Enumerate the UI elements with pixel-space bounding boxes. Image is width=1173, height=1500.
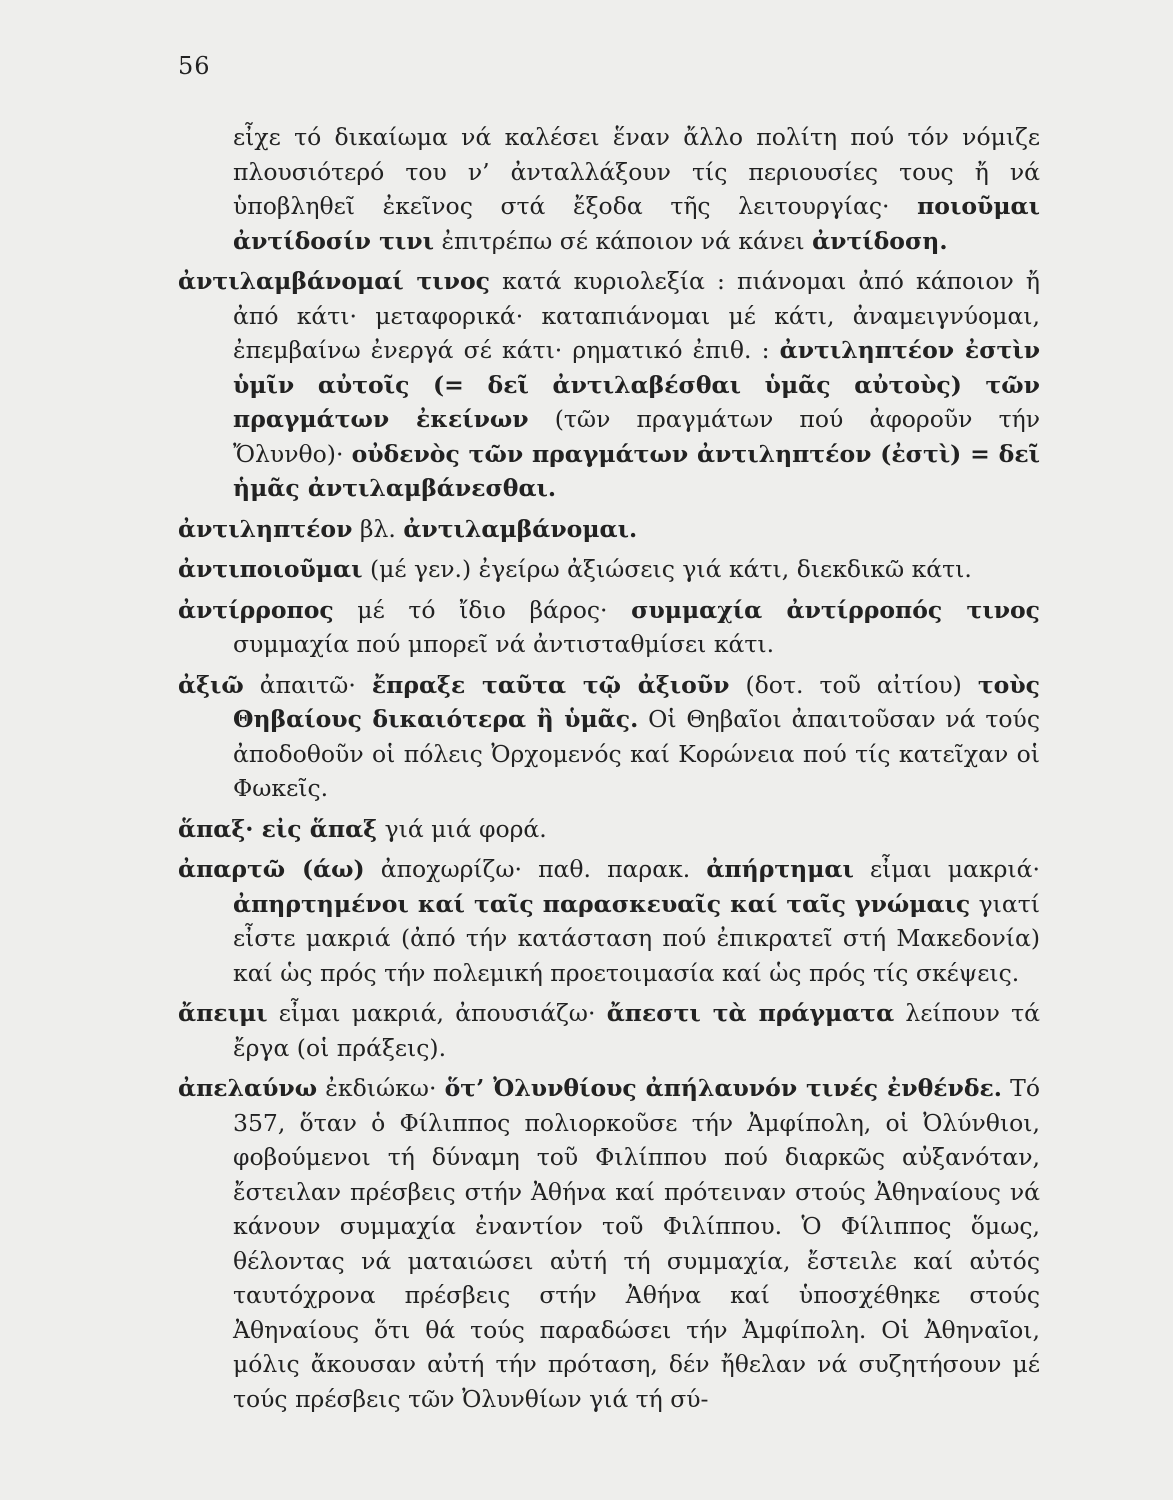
dictionary-entries <box>178 120 1040 1422</box>
dictionary-entry <box>178 996 1040 1065</box>
bold-term: ἀπαρτῶ (άω) <box>178 855 365 883</box>
bold-term: ἀπελαύνω <box>178 1074 318 1102</box>
entry-text: ἀπαιτῶ· <box>243 670 372 699</box>
dictionary-entry <box>178 264 1040 506</box>
entry-text: βλ. <box>352 514 404 543</box>
dictionary-entry <box>178 552 1040 587</box>
bold-term: ἀξιῶ <box>178 670 244 699</box>
bold-term: ἀντιλαμβάνομαί τινος <box>178 267 490 295</box>
entry-text: λείπουν τά ἔργα (οἱ πράξεις). <box>233 999 1040 1062</box>
entry-text: Οἱ Θηβαῖοι ἀπαιτοῦσαν νά τούς ἀποδοθοῦν οἱ πόλεις Ὀρχομενός καί Κορώνεια πού τίς κατεῖχαν οἱ Φωκεῖς. <box>233 705 1040 802</box>
entry-continuation <box>178 120 1040 258</box>
entry-text: εἶχε τό δικαίωμα νά καλέσει ἕναν ἄλλο πολίτη πού τόν νόμιζε πλουσιότερό του ν’ ἀνταλλάξουν τίς περιουσίες τους ἤ νά ὑποβληθεῖ ἐκεῖνος στά ἔξοδα τῆς λειτουργίας· <box>233 123 1040 220</box>
entry-text: ἐκδιώκω· <box>317 1074 445 1102</box>
page-number: 56 <box>178 52 211 80</box>
bold-term: οὐδενὸς τῶν πραγμάτων ἀντιληπτέον (ἐστὶ) = δεῖ ἡμᾶς ἀντιλαμβάνεσθαι. <box>233 439 1041 502</box>
bold-term: ὅτ’ Ὀλυνθίους ἀπήλαυνόν τινές ἐνθένδε. <box>444 1074 1002 1102</box>
bold-term: ἀντιληπτέον ἐστὶν ὑμῖν αὐτοῖς (= δεῖ ἀντιλαβέσθαι ὑμᾶς αὐτοὺς) τῶν πραγμάτων ἐκείνων <box>233 336 1041 433</box>
entry-text: Τό 357, ὅταν ὁ Φίλιππος πολιορκοῦσε τήν Ἀμφίπολη, οἱ Ὀλύνθιοι, φοβούμενοι τή δύναμη τοῦ Φιλίππου πού διαρκῶς αὐξανόταν, ἔστειλαν πρέσβεις στήν Ἀθήνα καί πρότειναν στούς Ἀθηναίους νά κάνουν συμμαχία ἐναντίον τοῦ Φιλίππου. Ὁ Φίλιππος ὅμως, θέλοντας νά ματαιώσει αὐτή τή συμμαχία, ἔστειλε καί αὐτός ταυτόχρονα πρέσβεις στήν Ἀθήνα καί ὑποσχέθηκε στούς Ἀθηναίους ὅτι θά τούς παραδώσει τήν Ἀμφίπολη. Οἱ Ἀθηναῖοι, μόλις ἄκουσαν αὐτή τήν πρόταση, δέν ἤθελαν νά συζητήσουν μέ τούς πρέσβεις τῶν Ὀλυνθίων γιά τή σύ- <box>233 1074 1040 1413</box>
bold-term: συμμαχία ἀντίρροπός τινος <box>631 595 1040 624</box>
entry-text: (τῶν πραγμάτων πού ἀφοροῦν τήν Ὄλυνθο)· <box>233 405 1040 468</box>
entry-text: γιά μιά φορά. <box>377 814 547 843</box>
dictionary-entry <box>178 852 1040 990</box>
dictionary-entry <box>178 668 1040 806</box>
entry-text: ἀποχωρίζω· παθ. παρακ. <box>364 855 707 883</box>
entry-text: ἐπιτρέπω σέ κάποιον νά κάνει <box>433 226 813 255</box>
bold-term: ἀντίρροπος <box>178 595 334 624</box>
entry-text: εἶμαι μακριά· <box>853 855 1040 883</box>
bold-term: ἄπειμι <box>178 999 268 1027</box>
entry-text: (μέ γεν.) ἐγείρω ἀξιώσεις γιά κάτι, διεκδικῶ κάτι. <box>362 555 972 583</box>
bold-term: ποιοῦμαι ἀντίδοσίν τινι <box>233 192 1040 255</box>
entry-text: μέ τό ἴδιο βάρος· <box>333 595 632 624</box>
entry-text: συμμαχία πού μπορεῖ νά ἀντισταθμίσει κάτι. <box>233 630 775 658</box>
bold-term: ἀντιληπτέον <box>178 514 353 543</box>
bold-term: ἔπραξε ταῦτα τῷ ἀξιοῦν <box>371 670 730 699</box>
bold-term: ἀντίδοση. <box>812 226 948 255</box>
bold-term: ἄπεστι τὰ πράγματα <box>606 999 895 1027</box>
dictionary-entry <box>178 1071 1040 1416</box>
entry-text: εἶμαι μακριά, ἀπουσιάζω· <box>267 999 607 1027</box>
dictionary-entry <box>178 593 1040 662</box>
bold-term: ἀντιποιοῦμαι <box>178 555 363 583</box>
entry-text: (δοτ. τοῦ αἰτίου) <box>729 670 978 699</box>
entry-text: γιατί εἶστε μακριά (ἀπό τήν κατάσταση πού ἐπικρατεῖ στή Μακεδονία) καί ὡς πρός τήν πολεμική προετοιμασία καί ὡς πρός τίς σκέψεις. <box>233 889 1040 987</box>
bold-term: ἀπήρτημαι <box>706 855 854 883</box>
bold-term: ἅπαξ· εἰς ἅπαξ <box>178 814 378 843</box>
bold-term: τοὺς Θηβαίους δικαιότερα ἢ ὑμᾶς. <box>233 670 1040 733</box>
dictionary-entry <box>178 512 1040 547</box>
entry-text: κατά κυριολεξία : πιάνομαι ἀπό κάποιον ἤ ἀπό κάτι· μεταφορικά· καταπιάνομαι μέ κάτι, ἀναμειγνύομαι, ἐπεμβαίνω ἐνεργά σέ κάτι· ρηματικό ἐπιθ. : <box>233 267 1040 364</box>
dictionary-entry <box>178 812 1040 847</box>
bold-term: ἀντιλαμβάνομαι. <box>403 514 638 543</box>
bold-term: ἀπηρτημένοι καί ταῖς παρασκευαῖς καί ταῖς γνώμαις <box>233 889 971 918</box>
